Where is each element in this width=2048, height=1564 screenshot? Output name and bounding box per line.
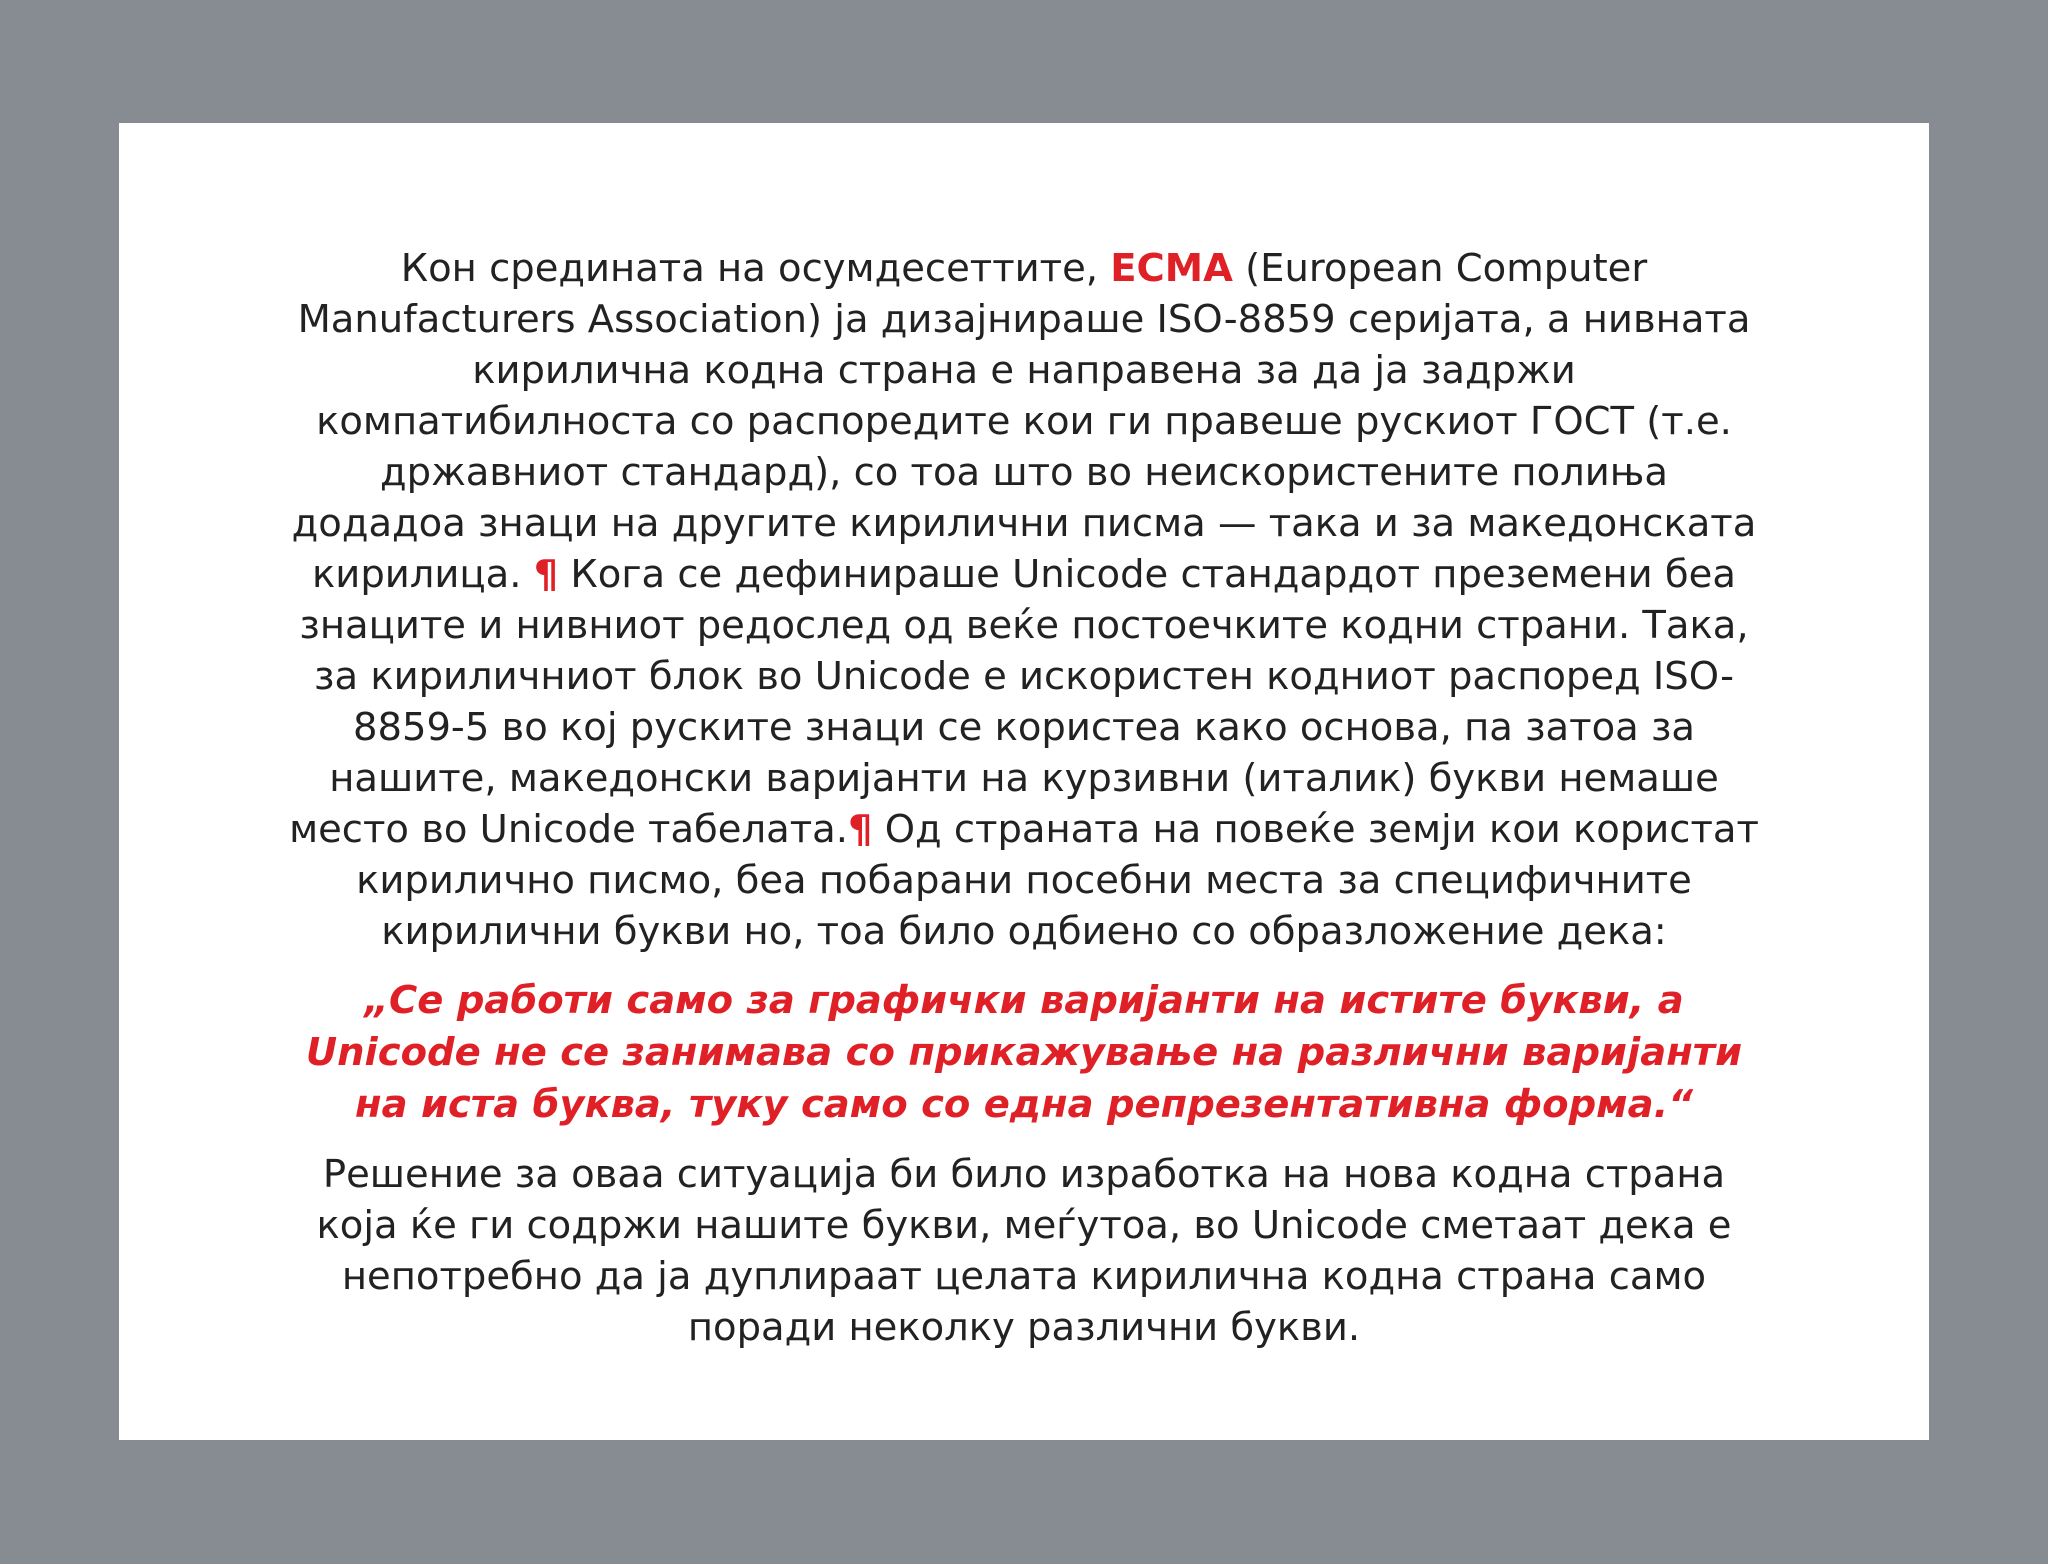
- paragraph-1-segment-3: Кога се дефинираше Unicode стандардот преземени беа знаците и нивниот редослед од веќе постоечките кодни страни. Така, за кириличниот блок во Unicode е искористен кодниот распоред ISO-8859-5 во кој руските знаци се користеа како основа, па затоа за нашите, македонски варијанти на курзивни (италик) букви немаше место во Unicode табелата.: [289, 552, 1749, 852]
- paragraph-1-segment-4: Од страната на повеќе земји кои користат кирилично писмо, беа побарани посебни места за специфичните кирилични букви но, тоа било одбиено со образложение дека:: [356, 807, 1759, 954]
- quote: „Се работи само за графички варијанти на истите букви, а Unicode не се занимава со прикажување на различни варијанти на иста буква, туку само со една репрезентативна форма.“: [305, 978, 1743, 1127]
- paragraph-1-segment-2: (European Computer Manufacturers Association) ја дизајнираше ISO-8859 серијата, а нивната кирилична кодна страна е направена за да ја задржи компатибилноста со распоредите кои ги правеше рускиот ГОСТ (т.е. државниот стандард), со тоа што во неискористените полиња додадоа знаци на другите кирилични писма — така и за македонската кирилица.: [291, 246, 1757, 597]
- ecma-highlight: ECMA: [1110, 246, 1233, 291]
- document-page: [119, 123, 1929, 1440]
- pilcrow-icon: ¶: [533, 552, 559, 597]
- text-block: [289, 243, 1759, 1353]
- paragraph-1-segment-1: Кон средината на осумдесеттите,: [400, 246, 1111, 291]
- pilcrow-icon: ¶: [847, 807, 873, 852]
- paragraph-2: Решение за оваа ситуација би било изработка на нова кодна страна која ќе ги содржи нашите букви, меѓутоа, во Unicode сметаат дека е непотребно да ја дуплираат целата кирилична кодна страна само поради неколку различни букви.: [316, 1152, 1732, 1350]
- paragraph-1: [289, 243, 1759, 957]
